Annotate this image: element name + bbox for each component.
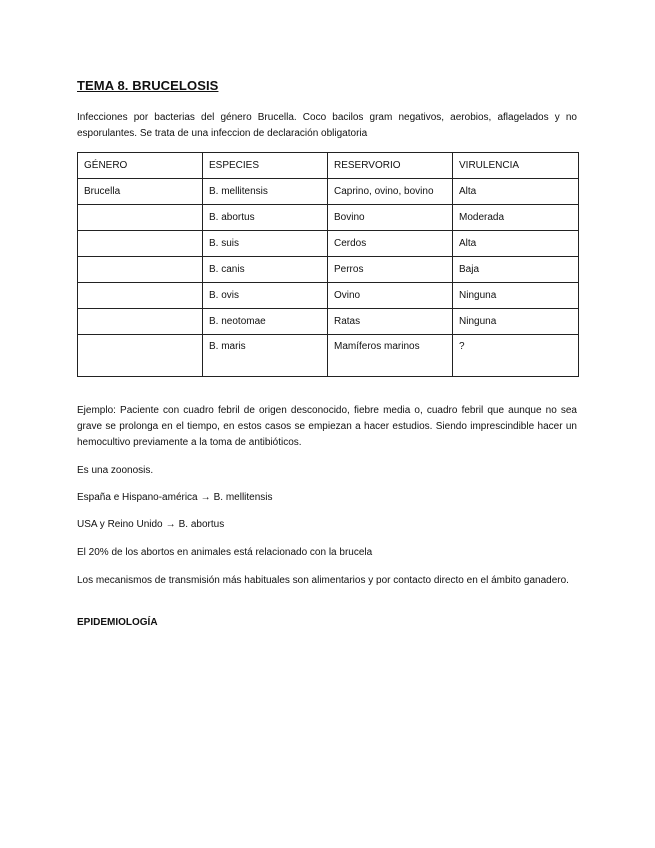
table-cell: Mamíferos marinos xyxy=(328,335,453,377)
example-paragraph: Ejemplo: Paciente con cuadro febril de origen desconocido, fiebre media o, cuadro febril que aunque no sea grave se prolonga en el tiempo, en estos casos se empiezan a hacer estudios. Siendo imprescindible hacer un hemocultivo previamente a la toma de antibióticos. xyxy=(77,405,577,448)
table-cell: B. ovis xyxy=(203,283,328,309)
table-cell xyxy=(78,231,203,257)
brucella-table xyxy=(77,152,579,377)
table-cell xyxy=(78,309,203,335)
table-cell: Alta xyxy=(453,231,579,257)
usa-line xyxy=(77,517,577,533)
table-cell xyxy=(78,257,203,283)
spain-species-text: B. mellitensis xyxy=(213,492,273,503)
table-header-row xyxy=(78,153,579,179)
header-cell-especies: ESPECIES xyxy=(203,153,328,179)
table-row xyxy=(78,257,579,283)
usa-species-text: B. abortus xyxy=(178,519,225,530)
table-row xyxy=(78,309,579,335)
table-cell: Cerdos xyxy=(328,231,453,257)
table-cell: ? xyxy=(453,335,579,377)
table-cell xyxy=(78,283,203,309)
spain-line xyxy=(77,490,577,506)
table-cell: B. mellitensis xyxy=(203,179,328,205)
page-title: TEMA 8. BRUCELOSIS xyxy=(77,78,219,93)
table-cell: Ninguna xyxy=(453,283,579,309)
table-cell: B. neotomae xyxy=(203,309,328,335)
abortos-paragraph: El 20% de los abortos en animales está relacionado con la brucela xyxy=(77,547,373,558)
table-cell: B. canis xyxy=(203,257,328,283)
table-row xyxy=(78,335,579,377)
mecanismos-paragraph: Los mecanismos de transmisión más habituales son alimentarios y por contacto directo en el ámbito ganadero. xyxy=(77,575,569,586)
table-cell: Moderada xyxy=(453,205,579,231)
spain-region-text: España e Hispano-américa xyxy=(77,492,198,503)
table-cell: Brucella xyxy=(78,179,203,205)
table-cell: Alta xyxy=(453,179,579,205)
table-cell: Ninguna xyxy=(453,309,579,335)
table-cell: Ratas xyxy=(328,309,453,335)
section-heading: EPIDEMIOLOGÍA xyxy=(77,617,158,628)
usa-region-text: USA y Reino Unido xyxy=(77,519,163,530)
table-cell: B. maris xyxy=(203,335,328,377)
table-cell xyxy=(78,205,203,231)
table-cell: B. suis xyxy=(203,231,328,257)
table-row xyxy=(78,231,579,257)
header-cell-genero: GÉNERO xyxy=(78,153,203,179)
table-cell: Baja xyxy=(453,257,579,283)
table-row xyxy=(78,179,579,205)
table-cell: Ovino xyxy=(328,283,453,309)
zoonosis-paragraph: Es una zoonosis. xyxy=(77,465,154,476)
table-cell xyxy=(78,335,203,377)
header-cell-virulencia: VIRULENCIA xyxy=(453,153,579,179)
right-arrow-icon: → xyxy=(165,519,176,530)
intro-paragraph: Infecciones por bacterias del género Brucella. Coco bacilos gram negativos, aerobios, aflagelados y no esporulantes. Se trata de una infeccion de declaración obligatoria xyxy=(77,112,577,139)
table-row xyxy=(78,205,579,231)
table-cell: Bovino xyxy=(328,205,453,231)
table-cell: Caprino, ovino, bovino xyxy=(328,179,453,205)
table-cell: B. abortus xyxy=(203,205,328,231)
header-cell-reservorio: RESERVORIO xyxy=(328,153,453,179)
table-cell: Perros xyxy=(328,257,453,283)
right-arrow-icon: → xyxy=(200,492,211,503)
table-row xyxy=(78,283,579,309)
